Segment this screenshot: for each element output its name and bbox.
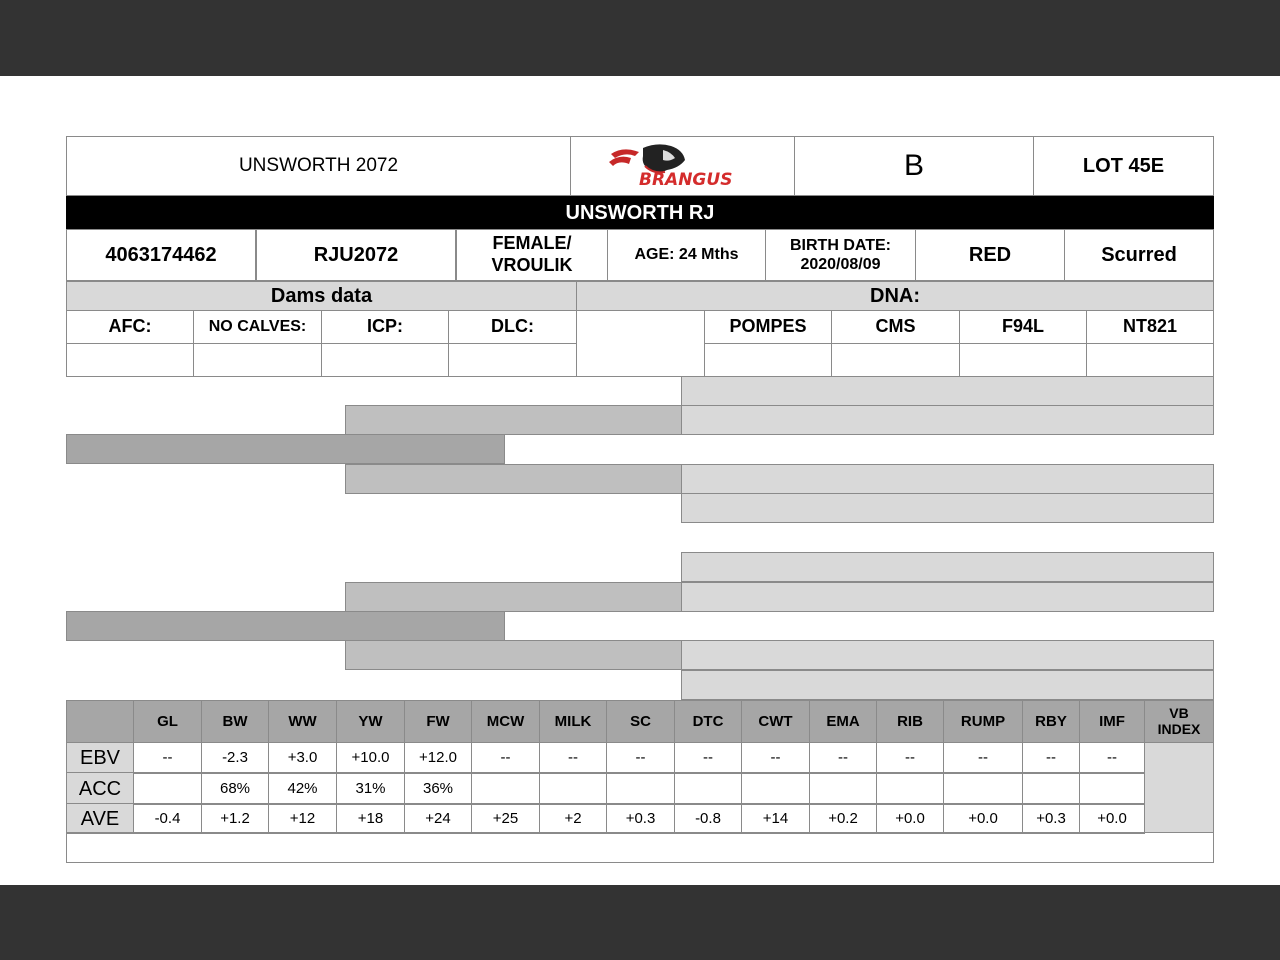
ebv-value-cell-text: +3.0 (287, 749, 318, 766)
ebv-row-label (66, 803, 134, 834)
ebv-value-cell-text: -2.3 (222, 749, 248, 766)
logo-text: BRANGUS (639, 170, 733, 190)
ebv-header-corner (66, 700, 134, 743)
vb-index-label: INDEX (1157, 720, 1201, 737)
ebv-header-milk (539, 700, 607, 743)
ebv-value-cell-text: -- (635, 749, 646, 766)
ebv-header-yw (336, 700, 405, 743)
brangus-logo (605, 140, 755, 190)
ebv-value-cell-text: 31% (355, 779, 386, 797)
ebv-row-label-text: EBV (79, 747, 121, 769)
age-cell (607, 229, 766, 281)
dna-col-label: POMPES (729, 316, 807, 337)
ebv-value-cell (606, 772, 675, 805)
pedigree-cell (681, 582, 1214, 612)
ebv-header-rump (943, 700, 1023, 743)
ebv-value-cell (876, 803, 944, 834)
dams-col-label: ICP: (367, 316, 403, 337)
ebv-value-cell (471, 803, 540, 834)
ebv-value-cell-text: +18 (357, 809, 384, 827)
ebv-value-cell (336, 803, 405, 834)
pedigree-cell (681, 405, 1214, 435)
ebv-value-cell (201, 772, 269, 805)
ebv-value-cell-text: 36% (422, 779, 454, 797)
ebv-value-cell-text: -- (978, 749, 988, 766)
ebv-value-cell (133, 772, 202, 805)
pedigree-cell (345, 464, 682, 494)
ebv-value-cell-text: -- (1046, 749, 1056, 766)
ebv-header-fw (404, 700, 472, 743)
dams-col-label: AFC: (108, 316, 152, 337)
ebv-value-cell (1022, 803, 1080, 834)
ebv-value-cell (336, 772, 405, 805)
birth-date: 2020/08/09 (800, 256, 881, 273)
dams-col-icp (321, 310, 449, 344)
dna-col-f94l (959, 310, 1087, 344)
sex: FEMALE/ (492, 233, 572, 254)
ebv-value-cell (1022, 772, 1080, 805)
ebv-row-label-text: AVE (80, 807, 120, 830)
ebv-value-cell (539, 772, 607, 805)
ebv-header-rby-text: RBY (1035, 712, 1067, 730)
ebv-value-cell (539, 803, 607, 834)
dna-col-pompes (704, 310, 832, 344)
ebv-value-cell-text: +24 (425, 809, 451, 827)
dams-col-dlc (448, 310, 577, 344)
ebv-header-gl (133, 700, 202, 743)
ebv-header-yw-text: YW (358, 712, 383, 730)
ebv-value-cell (1079, 803, 1145, 834)
tattoo-cell (256, 229, 456, 281)
ebv-value-cell (674, 742, 742, 774)
dna-value-cell (959, 343, 1087, 377)
ebv-value-cell (268, 803, 337, 834)
ebv-value-cell (809, 803, 877, 834)
owner-code: UNSWORTH 2072 (238, 154, 399, 176)
ebv-header-ema (809, 700, 877, 743)
dna-value-cell (704, 343, 832, 377)
dna-blank-cell (576, 310, 705, 377)
breeder-name: UNSWORTH RJ (565, 201, 715, 224)
ebv-header-dtc-text: DTC (692, 712, 724, 730)
ebv-value-cell-text: -- (162, 749, 173, 766)
ebv-value-cell (741, 772, 810, 805)
dna-col-label: NT821 (1122, 316, 1178, 337)
dna-value-cell (831, 343, 960, 377)
birth-date-label: BIRTH DATE: (789, 236, 892, 254)
ebv-value-cell (404, 742, 472, 774)
ebv-value-cell (471, 742, 540, 774)
dams-value-cell (193, 343, 322, 377)
dams-value-cell (448, 343, 577, 377)
ebv-value-cell-text: +25 (492, 809, 519, 827)
ebv-value-cell-text: +2 (564, 809, 582, 827)
horn-status-cell (1064, 229, 1214, 281)
footer-blank-row (66, 832, 1214, 863)
dams-col-label: DLC: (491, 316, 534, 337)
ebv-value-cell (741, 803, 810, 834)
tattoo: RJU2072 (313, 244, 399, 266)
ebv-header-sc-text: SC (630, 712, 651, 730)
breeder-bar (66, 196, 1214, 229)
pedigree-cell (345, 640, 682, 670)
ebv-value-cell (1022, 742, 1080, 774)
ebv-value-cell-text: 42% (287, 779, 318, 797)
age: AGE: 24 Mths (634, 246, 739, 264)
ebv-header-mcw (471, 700, 540, 743)
ebv-header-cwt (741, 700, 810, 743)
ebv-header-rump-text: RUMP (960, 712, 1006, 730)
ebv-header-ema-text: EMA (826, 712, 860, 730)
ebv-value-cell-text: -- (770, 749, 781, 766)
pedigree-cell (345, 405, 682, 435)
ebv-value-cell (1079, 772, 1145, 805)
ebv-value-cell-text: -- (500, 749, 511, 766)
ebv-value-cell-text: -- (905, 749, 915, 766)
ebv-value-cell (943, 742, 1023, 774)
pedigree-cell (681, 670, 1214, 700)
ebv-row-label-text: ACC (78, 777, 122, 800)
pedigree-cell (345, 582, 682, 612)
ebv-header-ww (268, 700, 337, 743)
horn-status: Scurred (1101, 244, 1177, 266)
ebv-header-vb-index (1144, 700, 1214, 743)
ebv-value-cell-text: -- (1107, 749, 1117, 766)
ebv-value-cell (201, 803, 269, 834)
dna-col-label: F94L (1001, 316, 1044, 337)
dams-col-no-calves (193, 310, 322, 344)
ebv-header-bw-text: BW (222, 712, 248, 730)
pedigree-sire (66, 434, 505, 464)
ebv-value-cell-text: +10.0 (351, 749, 390, 766)
ebv-value-cell (809, 772, 877, 805)
ebv-value-cell-text: +1.2 (220, 809, 250, 827)
ebv-value-cell-text: +0.3 (1036, 809, 1066, 827)
ebv-value-cell-text: +0.0 (1097, 809, 1127, 827)
ebv-value-cell-text: -- (568, 749, 578, 766)
dna-value-cell (1086, 343, 1214, 377)
dam-name: VROULIK (491, 255, 573, 275)
ebv-row-label (66, 742, 134, 774)
ebv-value-cell-text: +0.0 (895, 809, 925, 827)
ebv-header-gl-text: GL (157, 712, 178, 730)
ebv-value-cell (404, 772, 472, 805)
ebv-header-fw-text: FW (426, 712, 450, 730)
ebv-value-cell (336, 742, 405, 774)
pedigree-dam (66, 611, 505, 641)
ebv-header-cwt-text: CWT (758, 712, 793, 730)
pedigree-cell (681, 493, 1214, 523)
ebv-value-cell (133, 742, 202, 774)
ebv-value-cell (201, 742, 269, 774)
ebv-value-cell (943, 772, 1023, 805)
ebv-header-dtc (674, 700, 742, 743)
dna-header (576, 281, 1214, 311)
ebv-value-cell-text: +14 (762, 809, 789, 827)
dna-col-cms (831, 310, 960, 344)
lot-cell (1033, 136, 1214, 196)
ebv-value-cell (943, 803, 1023, 834)
ebv-value-cell (876, 772, 944, 805)
pedigree-cell (681, 640, 1214, 670)
ebv-value-cell-text: +12 (289, 809, 316, 827)
top-letterbox (0, 0, 1280, 76)
lot-number: LOT 45E (1082, 155, 1165, 177)
ebv-header-sc (606, 700, 675, 743)
ebv-value-cell (674, 772, 742, 805)
vb-index-label: VB (1169, 705, 1189, 722)
sex-dam-cell (456, 229, 608, 281)
grade: B (903, 149, 924, 182)
dams-value-cell (66, 343, 194, 377)
ebv-value-cell (539, 742, 607, 774)
ebv-value-cell (133, 803, 202, 834)
ebv-header-milk-text: MILK (554, 712, 592, 730)
ebv-value-cell (876, 742, 944, 774)
ebv-value-cell (268, 772, 337, 805)
ebv-value-cell-text: +0.3 (625, 809, 656, 827)
ebv-value-cell-text: +0.2 (828, 809, 858, 827)
id-number-cell (66, 229, 256, 281)
ebv-value-cell (741, 742, 810, 774)
ebv-header-bw (201, 700, 269, 743)
ebv-value-cell (404, 803, 472, 834)
ebv-value-cell-text: 68% (219, 779, 251, 797)
ebv-value-cell-text: -0.4 (154, 809, 181, 827)
vb-index-value (1144, 742, 1214, 833)
dams-col-afc (66, 310, 194, 344)
dna-col-label: CMS (875, 316, 916, 337)
ebv-header-imf-text: IMF (1099, 712, 1125, 730)
colour-cell (915, 229, 1065, 281)
ebv-header-rib-text: RIB (897, 712, 923, 730)
ebv-value-cell-text: -0.8 (695, 809, 721, 827)
id-number: 4063174462 (105, 244, 217, 266)
ebv-value-cell-text: -- (703, 749, 713, 766)
birth-date-cell (765, 229, 916, 281)
pedigree-cell (681, 464, 1214, 494)
bottom-letterbox (0, 885, 1280, 960)
ebv-header-rby (1022, 700, 1080, 743)
ebv-header-imf (1079, 700, 1145, 743)
ebv-value-cell (268, 742, 337, 774)
dna-col-nt821 (1086, 310, 1214, 344)
dna-title: DNA: (870, 285, 920, 307)
ebv-value-cell (674, 803, 742, 834)
ebv-header-ww-text: WW (288, 712, 317, 730)
ebv-value-cell-text: +0.0 (968, 809, 998, 827)
ebv-value-cell (606, 803, 675, 834)
dams-value-cell (321, 343, 449, 377)
pedigree-cell (681, 376, 1214, 406)
ebv-value-cell-text: -- (838, 749, 848, 766)
dams-data-header (66, 281, 577, 311)
dams-col-label: NO CALVES: (208, 318, 307, 336)
grade-cell (794, 136, 1034, 196)
ebv-value-cell (809, 742, 877, 774)
pedigree-cell (681, 552, 1214, 582)
ebv-header-rib (876, 700, 944, 743)
dams-data-title: Dams data (270, 285, 373, 307)
ebv-row-label (66, 772, 134, 805)
ebv-header-mcw-text: MCW (486, 712, 525, 730)
ebv-value-cell (1079, 742, 1145, 774)
ebv-value-cell (606, 742, 675, 774)
owner-code-cell (66, 136, 571, 196)
colour: RED (968, 244, 1012, 266)
ebv-value-cell (471, 772, 540, 805)
ebv-value-cell-text: +12.0 (419, 749, 457, 766)
